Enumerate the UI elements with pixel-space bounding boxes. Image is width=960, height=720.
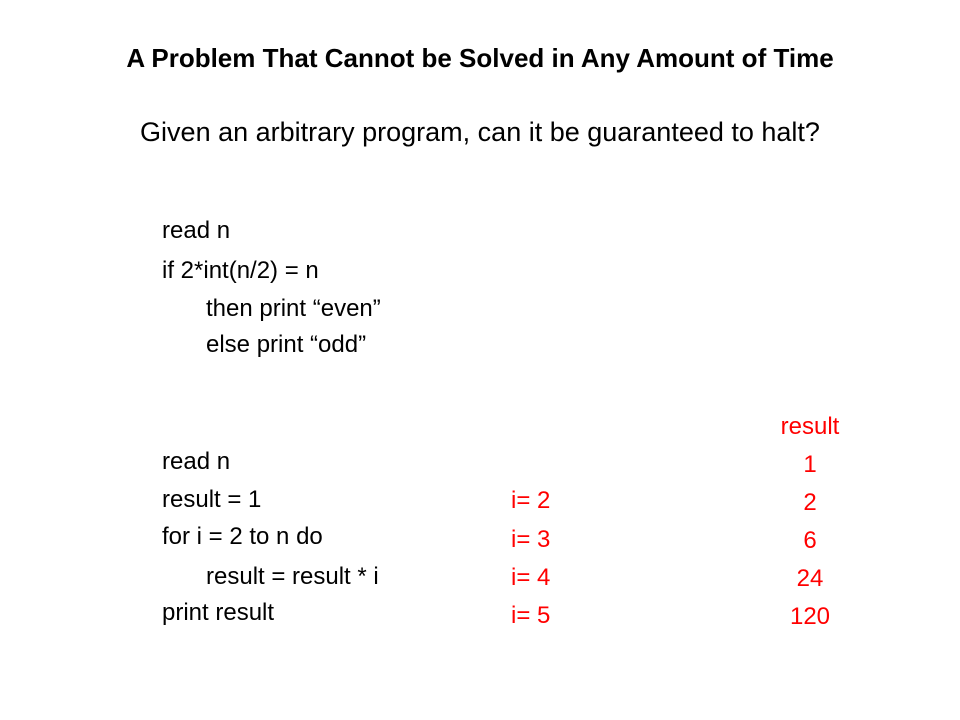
code-line: then print “even” — [206, 295, 381, 322]
slide-subtitle: Given an arbitrary program, can it be guaranteed to halt? — [140, 117, 820, 147]
code-line: read n — [162, 217, 231, 244]
slide-title: A Problem That Cannot be Solved in Any Amount of Time — [126, 43, 834, 73]
trace-i-value: i= 3 — [511, 526, 551, 553]
trace-i-value: i= 2 — [511, 487, 551, 514]
code-line: print result — [162, 599, 275, 626]
trace-i-value: i= 4 — [511, 564, 551, 591]
trace-result-value: 120 — [789, 603, 831, 630]
trace-result-value: 24 — [796, 565, 824, 592]
code-line: read n — [162, 448, 231, 475]
code-line: else print “odd” — [206, 331, 367, 358]
code-line: result = result * i — [206, 563, 379, 590]
trace-i-value: i= 5 — [511, 602, 551, 629]
trace-result-header: result — [780, 413, 840, 440]
trace-result-value: 1 — [803, 451, 817, 478]
trace-result-value: 2 — [803, 489, 817, 516]
code-line: for i = 2 to n do — [162, 523, 323, 550]
code-line: result = 1 — [162, 486, 262, 513]
trace-result-value: 6 — [803, 527, 817, 554]
code-line: if 2*int(n/2) = n — [162, 257, 319, 284]
